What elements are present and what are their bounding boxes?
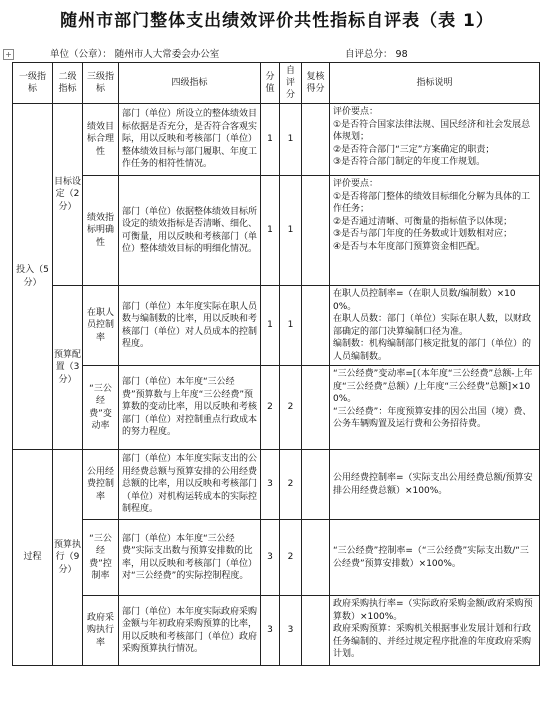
description-cell — [330, 104, 540, 176]
table-row — [13, 520, 540, 596]
page-title: 随州市部门整体支出绩效评价共性指标自评表（表 1） — [60, 11, 494, 31]
review-score-cell[interactable] — [302, 520, 330, 596]
level3-cell: “三公经费”控制率 — [83, 520, 119, 596]
description-cell — [330, 176, 540, 286]
score-cell: 2 — [261, 366, 280, 450]
level3-cell: 公用经费控制率 — [83, 450, 119, 520]
header-description: 指标说明 — [330, 63, 540, 104]
level4-cell: 部门（单位）本年度“三公经费”预算数与上年度“三公经费”预算数的变动比率，用以反映和考核部门（单位）对控制重点行政成本的努力程度。 — [119, 366, 261, 450]
unit-name: 随州市人大常委会办公室 — [114, 49, 220, 60]
description-cell — [330, 286, 540, 366]
review-score-cell[interactable] — [302, 450, 330, 520]
review-score-cell[interactable] — [302, 366, 330, 450]
description-text: 评价要点： ①是否符合国家法律法规、国民经济和社会发展总体规划； ②是否符合部门“三定”方案确定的职责； ③是否符合部门制定的年度工作规划。 — [333, 107, 531, 167]
score-label: 自评总分： — [345, 49, 393, 60]
level2-cell: 目标设定（2分） — [53, 104, 83, 286]
table-row — [13, 596, 540, 666]
header-level3: 三级指标 — [83, 63, 119, 104]
description-text: “三公经费”变动率=[（本年度“三公经费”总额-上年度“三公经费”总额）/上年度“三公经费”总额]×100%。 “三公经费”：年度预算安排的因公出国（境）费、公务车辆购置及运行费和公务招待费。 — [333, 369, 533, 429]
level1-cell: 投入（5分） — [13, 104, 53, 450]
level3-cell: “三公经费”变动率 — [83, 366, 119, 450]
unit-info — [50, 46, 219, 60]
header-review-score: 复核得分 — [302, 63, 330, 104]
review-score-cell[interactable] — [302, 286, 330, 366]
review-score-cell[interactable] — [302, 104, 330, 176]
description-text: “三公经费”控制率=（“三公经费”实际支出数/“三公经费”预算安排数）×100%。 — [333, 546, 529, 569]
score-cell: 3 — [261, 450, 280, 520]
total-score — [345, 46, 408, 60]
level3-cell: 政府采购执行率 — [83, 596, 119, 666]
score-cell: 1 — [261, 176, 280, 286]
self-score-cell[interactable]: 2 — [280, 366, 302, 450]
level1-cell: 过程 — [13, 450, 53, 666]
level4-cell: 部门（单位）本年度实际政府采购金额与年初政府采购预算的比率，用以反映和考核部门（单位）政府采购预算执行情况。 — [119, 596, 261, 666]
level4-cell: 部门（单位）本年度实际支出的公用经费总额与预算安排的公用经费总额的比率，用以反映和考核部门（单位）对机构运转成本的实际控制程度。 — [119, 450, 261, 520]
score-cell: 1 — [261, 286, 280, 366]
description-cell — [330, 596, 540, 666]
score-value: 98 — [395, 49, 408, 60]
description-cell — [330, 520, 540, 596]
level4-cell: 部门（单位）所设立的整体绩效目标依据是否充分，是否符合客观实际，用以反映和考核部门（单位）整体绩效目标与部门履职、年度工作任务的相符性情况。 — [119, 104, 261, 176]
level4-cell: 部门（单位）本年度“三公经费”实际支出数与预算安排数的比率，用以反映和考核部门（单位）对“三公经费”的实际控制程度。 — [119, 520, 261, 596]
header-self-score: 自评分 — [280, 63, 302, 104]
unit-label: 单位（公章）： — [50, 49, 112, 60]
description-cell — [330, 366, 540, 450]
description-text: 公用经费控制率=（实际支出公用经费总额/预算安排公用经费总额）×100%。 — [333, 473, 533, 496]
table-move-handle-icon[interactable]: + — [3, 49, 14, 60]
header-level4: 四级指标 — [119, 63, 261, 104]
level3-cell: 绩效指标明确性 — [83, 176, 119, 286]
self-score-cell[interactable]: 2 — [280, 520, 302, 596]
table-row — [13, 450, 540, 520]
self-score-cell[interactable]: 3 — [280, 596, 302, 666]
table-row — [13, 286, 540, 366]
self-score-cell[interactable]: 1 — [280, 286, 302, 366]
review-score-cell[interactable] — [302, 176, 330, 286]
description-text: 在职人员控制率=（在职人员数/编制数）×100%。 在职人员数：部门（单位）实际在职人数，以财政部确定的部门决算编制口径为准。 编制数：机构编制部门核定批复的部门（单位）的人员编制数。 — [333, 289, 532, 362]
self-score-cell[interactable]: 1 — [280, 104, 302, 176]
level3-cell: 在职人员控制率 — [83, 286, 119, 366]
header-level1: 一级指标 — [13, 63, 53, 104]
table-header-row — [13, 63, 540, 104]
table-row — [13, 104, 540, 176]
score-cell: 3 — [261, 520, 280, 596]
evaluation-table — [12, 62, 540, 666]
table-row — [13, 176, 540, 286]
header-level2: 二级指标 — [53, 63, 83, 104]
level2-cell: 预算执行（9分） — [53, 450, 83, 666]
table-row — [13, 366, 540, 450]
self-score-cell[interactable]: 1 — [280, 176, 302, 286]
score-cell: 1 — [261, 104, 280, 176]
description-cell — [330, 450, 540, 520]
level4-cell: 部门（单位）依据整体绩效目标所设定的绩效指标是否清晰、细化、可衡量，用以反映和考核部门（单位）整体绩效目标的明细化情况。 — [119, 176, 261, 286]
level4-cell: 部门（单位）本年度实际在职人员数与编制数的比率，用以反映和考核部门（单位）对人员成本的控制程度。 — [119, 286, 261, 366]
self-score-cell[interactable]: 2 — [280, 450, 302, 520]
level3-cell: 绩效目标合理性 — [83, 104, 119, 176]
header-score: 分值 — [261, 63, 280, 104]
description-text: 政府采购执行率=（实际政府采购金额/政府采购预算数）×100%。 政府采购预算：采购机关根据事业发展计划和行政任务编制的、并经过规定程序批准的年度政府采购计划。 — [333, 599, 533, 659]
level2-cell: 预算配置（3分） — [53, 286, 83, 450]
score-cell: 3 — [261, 596, 280, 666]
review-score-cell[interactable] — [302, 596, 330, 666]
description-text: 评价要点： ①是否将部门整体的绩效目标细化分解为具体的工作任务； ②是否通过清晰、可衡量的指标值予以体现； ③是否与部门年度的任务数或计划数相对应； ④是否与本年度部门预算资金相匹配。 — [333, 179, 531, 252]
